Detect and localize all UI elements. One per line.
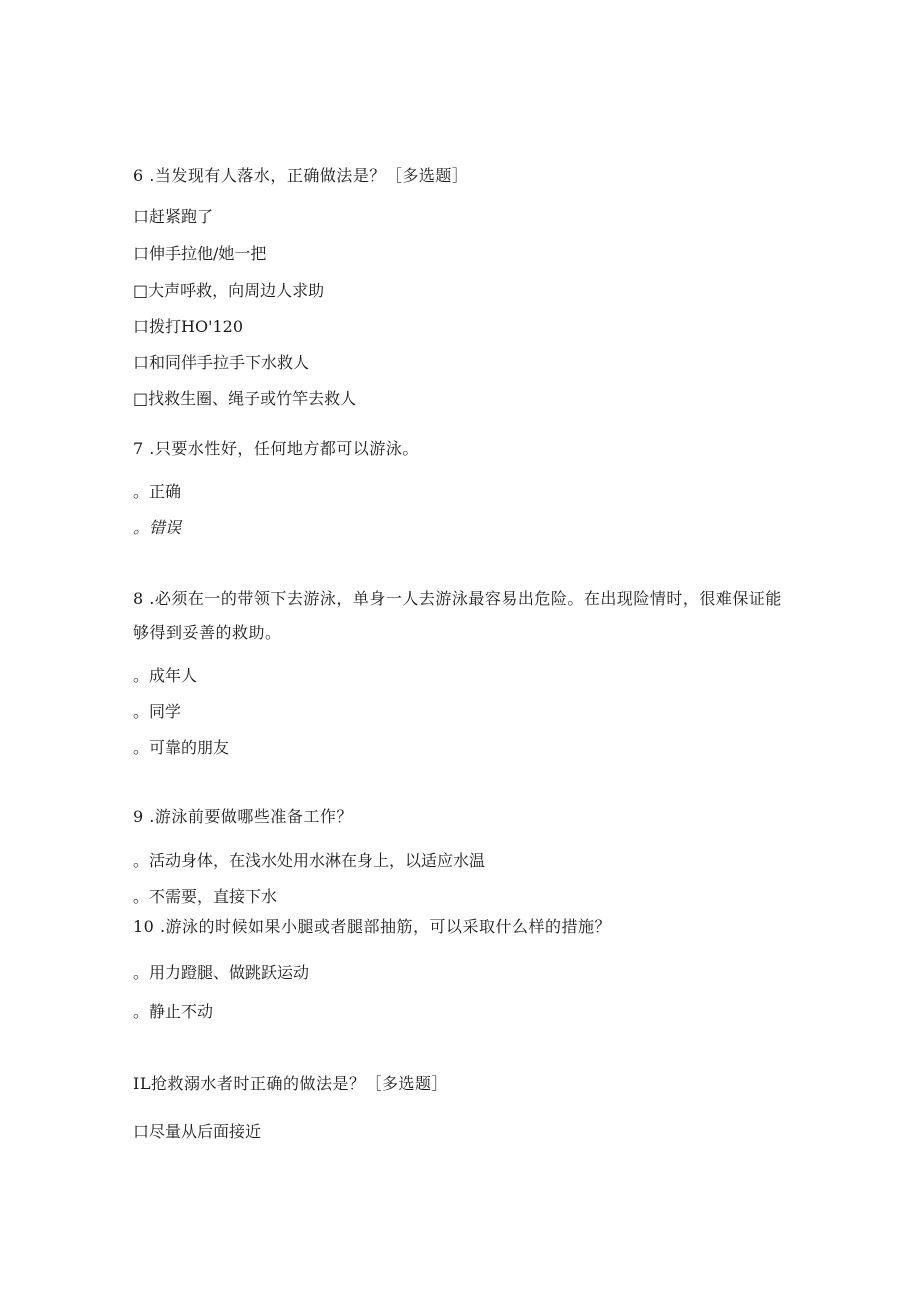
question-10-title: 10 .游泳的时候如果小腿或者腿部抽筋，可以采取什么样的措施？ [133, 917, 612, 936]
question-10-option-1[interactable]: 。用力蹬腿、做跳跃运动 [133, 963, 310, 982]
question-10-option-2[interactable]: 。静止不动 [133, 1002, 214, 1021]
question-7-option-2[interactable]: 。错误 [133, 518, 182, 537]
question-6-option-2[interactable]: 口伸手拉他/她一把 [133, 244, 267, 263]
question-6-option-6[interactable]: □找救生圈、绳子或竹竿去救人 [133, 389, 357, 408]
question-8-option-1[interactable]: 。成年人 [133, 666, 198, 685]
question-6-option-5[interactable]: 口和同伴手拉手下水救人 [133, 353, 310, 372]
question-9-title: 9 .游泳前要做哪些准备工作？ [133, 807, 353, 826]
question-9-option-2[interactable]: 。不需要，直接下水 [133, 887, 278, 906]
question-6-option-4[interactable]: 口拨打HO'120 [133, 317, 244, 336]
question-6-option-1[interactable]: 口赶紧跑了 [133, 207, 214, 226]
question-7-option-1[interactable]: 。正确 [133, 482, 182, 501]
question-11-option-1[interactable]: 口尽量从后面接近 [133, 1122, 262, 1141]
question-9-option-1[interactable]: 。活动身体，在浅水处用水淋在身上，以适应水温 [133, 851, 486, 870]
question-7-title: 7 .只要水性好，任何地方都可以游泳。 [133, 439, 419, 458]
question-6-option-3[interactable]: □大声呼救，向周边人求助 [133, 281, 325, 300]
question-8-option-2[interactable]: 。同学 [133, 702, 182, 721]
question-11-title: IL抢救溺水者时正确的做法是？［多选题］ [133, 1074, 448, 1093]
question-6-title: 6 .当发现有人落水，正确做法是？［多选题］ [133, 166, 469, 185]
question-8-title: 8 .必须在一的带领下去游泳，单身一人去游泳最容易出危险。在出现险情时，很难保证能够得到妥善的救助。 [133, 589, 782, 642]
question-8-option-3[interactable]: 。可靠的朋友 [133, 738, 230, 757]
